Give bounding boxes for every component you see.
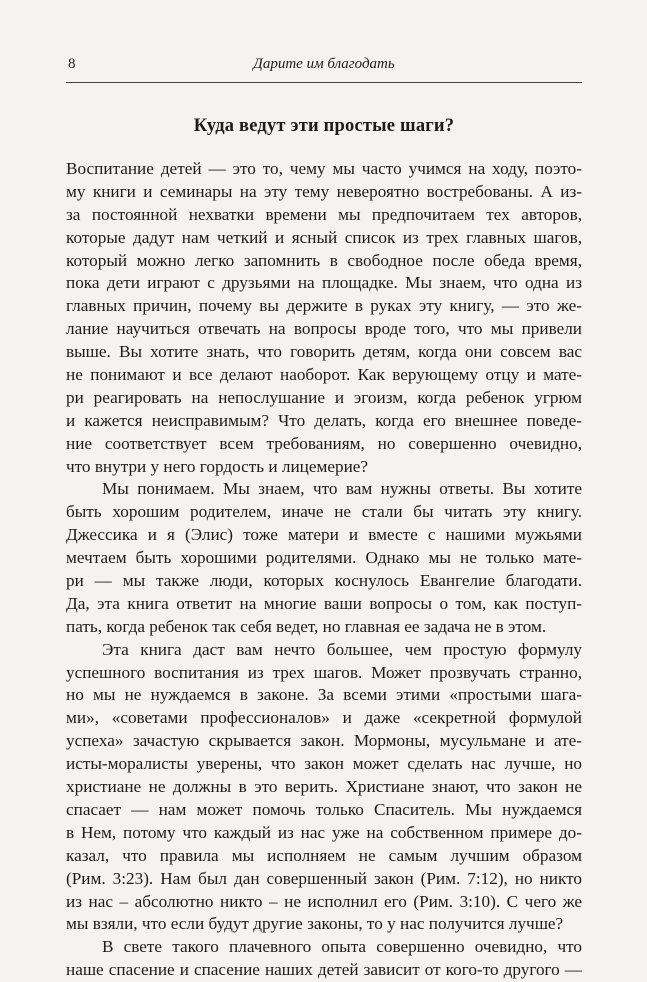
text-line: но мы не нуждаемся в законе. За всеми этими «простыми шага- bbox=[66, 685, 582, 705]
text-line: из нас – абсолютно никто – не исполнил его (Рим. 3:10). С чего же bbox=[66, 891, 582, 911]
text-line: мы взяли, что если будут другие законы, то у нас получится лучше? bbox=[66, 914, 564, 934]
text-line: христиане не должны в это верить. Христиане знают, что закон не bbox=[66, 777, 582, 797]
text-line: успеха» зачастую скрывается закон. Мормоны, мусульмане и ате- bbox=[66, 731, 582, 751]
text-line: за постоянной нехватки времени мы предпочитаем тех авторов, bbox=[66, 204, 582, 224]
text-line: мечтаем быть хорошими родителями. Однако мы не только мате- bbox=[66, 548, 582, 568]
text-line: наше спасение и спасение наших детей зависит от кого-то другого — bbox=[66, 960, 582, 980]
paragraph bbox=[66, 158, 582, 478]
text-line: Джессика и я (Элис) тоже матери и вместе с нашими мужьями bbox=[66, 525, 582, 545]
section-heading: Куда ведут эти простые шаги? bbox=[193, 116, 455, 136]
text-line: Эта книга даст вам нечто большее, чем простую формулу bbox=[102, 639, 582, 659]
text-line: успешного воспитания из трех шагов. Может прозвучать странно, bbox=[66, 662, 582, 682]
text-line: исты-моралисты уверены, что закон может сделать нас лучше, но bbox=[66, 754, 582, 774]
text-line: казал, что правила мы исполняем не самым лучшим образом bbox=[66, 845, 582, 865]
text-line: (Рим. 3:23). Нам был дан совершенный закон (Рим. 7:12), но никто bbox=[66, 868, 582, 888]
text-line: выше. Вы хотите знать, что говорить детям, когда они совсем вас bbox=[66, 342, 582, 362]
text-line: которые дадут нам четкий и ясный список из трех главных шагов, bbox=[66, 227, 582, 247]
text-line: главных причин, почему вы держите в руках эту книгу, — это же- bbox=[66, 296, 582, 316]
text-line: который можно легко запомнить в свободное после обеда время, bbox=[66, 250, 582, 270]
text-line: пока дети играют с друзьями на площадке. Мы знаем, что одна из bbox=[66, 273, 582, 293]
text-line: ри реагировать на непослушание и эгоизм, когда ребенок угрюм bbox=[66, 387, 582, 407]
paragraph bbox=[66, 478, 582, 638]
text-line: ми», «советами профессионалов» и даже «секретной формулой bbox=[66, 708, 582, 728]
text-line: Да, эта книга ответит на многие ваши вопросы о том, как поступ- bbox=[66, 593, 582, 613]
running-header bbox=[66, 52, 582, 83]
running-title: Дарите им благодать bbox=[253, 56, 395, 72]
page-number: 8 bbox=[68, 56, 76, 72]
text-line: Воспитание детей — это то, чему мы часто учимся на ходу, поэто- bbox=[66, 159, 582, 178]
text-line: спасает — нам может помочь только Спаситель. Мы нуждаемся bbox=[66, 799, 582, 819]
text-line: в Нем, потому что каждый из нас уже на собственном примере до- bbox=[66, 822, 582, 842]
text-line: быть хорошим родителем, иначе не стали бы читать эту книгу. bbox=[66, 502, 582, 522]
text-line: и кажется неисправимым? Что делать, когда его внешнее поведе- bbox=[66, 410, 582, 430]
text-line: не понимают и все делают наоборот. Как верующему отцу и мате- bbox=[66, 365, 582, 385]
text-line: лание научиться отвечать на вопросы вроде того, что мы привели bbox=[66, 319, 582, 339]
text-line: ри — мы также люди, которых коснулось Евангелие благодати. bbox=[66, 571, 582, 591]
text-line: пать, когда ребенок так себя ведет, но главная ее задача не в этом. bbox=[66, 616, 547, 636]
paragraph bbox=[66, 639, 582, 937]
paragraph bbox=[66, 936, 582, 982]
body-text bbox=[66, 158, 582, 982]
text-line: Мы понимаем. Мы знаем, что вам нужны ответы. Вы хотите bbox=[102, 479, 582, 499]
text-line: ние соответствует всем требованиям, но совершенно очевидно, bbox=[66, 433, 582, 453]
text-line: что внутри у него гордость и лицемерие? bbox=[66, 456, 369, 476]
text-line: В свете такого плачевного опыта совершенно очевидно, что bbox=[102, 937, 582, 957]
text-line: му книги и семинары на эту тему невероятно востребованы. А из- bbox=[66, 181, 582, 201]
